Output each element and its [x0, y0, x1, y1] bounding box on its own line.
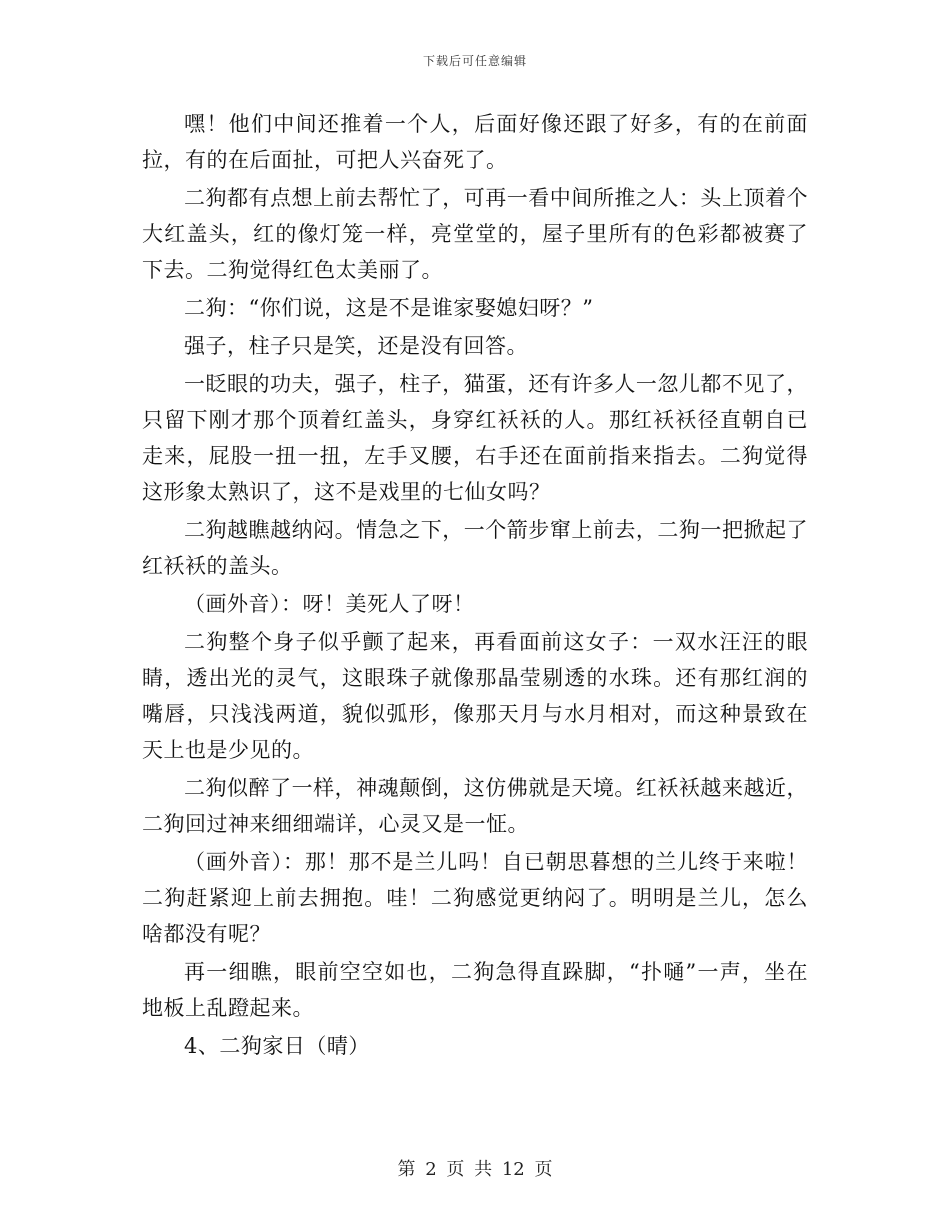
paragraph: 再一细瞧，眼前空空如也，二狗急得直跺脚，“扑嗵”一声，坐在地板上乱蹬起来。 — [142, 960, 808, 1020]
paragraph: 二狗似醉了一样，神魂颠倒，这仿佛就是天境。红袄袄越来越近，二狗回过神来细细端详，心灵又是一怔。 — [142, 776, 808, 836]
paragraph: （画外音）：呀！美死人了呀！ — [184, 592, 475, 616]
page-footer: 第 2 页 共 12 页 — [397, 1159, 553, 1180]
paragraph: 二狗整个身子似乎颤了起来，再看面前这女子：一双水汪汪的眼睛，透出光的灵气，这眼珠子就像那晶莹剔透的水珠。还有那红润的嘴唇，只浅浅两道，貌似弧形，像那天月与水月相对，而这种景致在天上也是少见的。 — [142, 630, 808, 762]
paragraph: 二狗越瞧越纳闷。情急之下，一个箭步窜上前去，二狗一把掀起了红袄袄的盖头。 — [142, 518, 808, 578]
paragraph: 二狗都有点想上前去帮忙了，可再一看中间所推之人：头上顶着个大红盖头，红的像灯笼一样，亮堂堂的，屋子里所有的色彩都被赛了下去。二狗觉得红色太美丽了。 — [142, 186, 808, 282]
paragraph: 嘿！他们中间还推着一个人，后面好像还跟了好多，有的在前面拉，有的在后面扯，可把人兴奋死了。 — [142, 112, 808, 172]
section-heading: 4、二狗家日（晴） — [184, 1034, 370, 1058]
page-header: 下载后可任意编辑 — [422, 54, 527, 68]
paragraph: （画外音）：那！那不是兰儿吗！自已朝思暮想的兰儿终于来啦！二狗赶紧迎上前去拥抱。哇！二狗感觉更纳闷了。明明是兰儿，怎么啥都没有呢？ — [142, 850, 808, 946]
document-body — [142, 106, 808, 1066]
paragraph: 一眨眼的功夫，强子，柱子，猫蛋，还有许多人一忽儿都不见了，只留下刚才那个顶着红盖头，身穿红袄袄的人。那红袄袄径直朝自已走来，屁股一扭一扭，左手叉腰，右手还在面前指来指去。二狗觉得这形象太熟识了，这不是戏里的七仙女吗？ — [142, 372, 808, 504]
paragraph: 强子，柱子只是笑，还是没有回答。 — [184, 334, 528, 358]
paragraph: 二狗：“你们说，这是不是谁家娶媳妇呀？” — [184, 296, 594, 320]
